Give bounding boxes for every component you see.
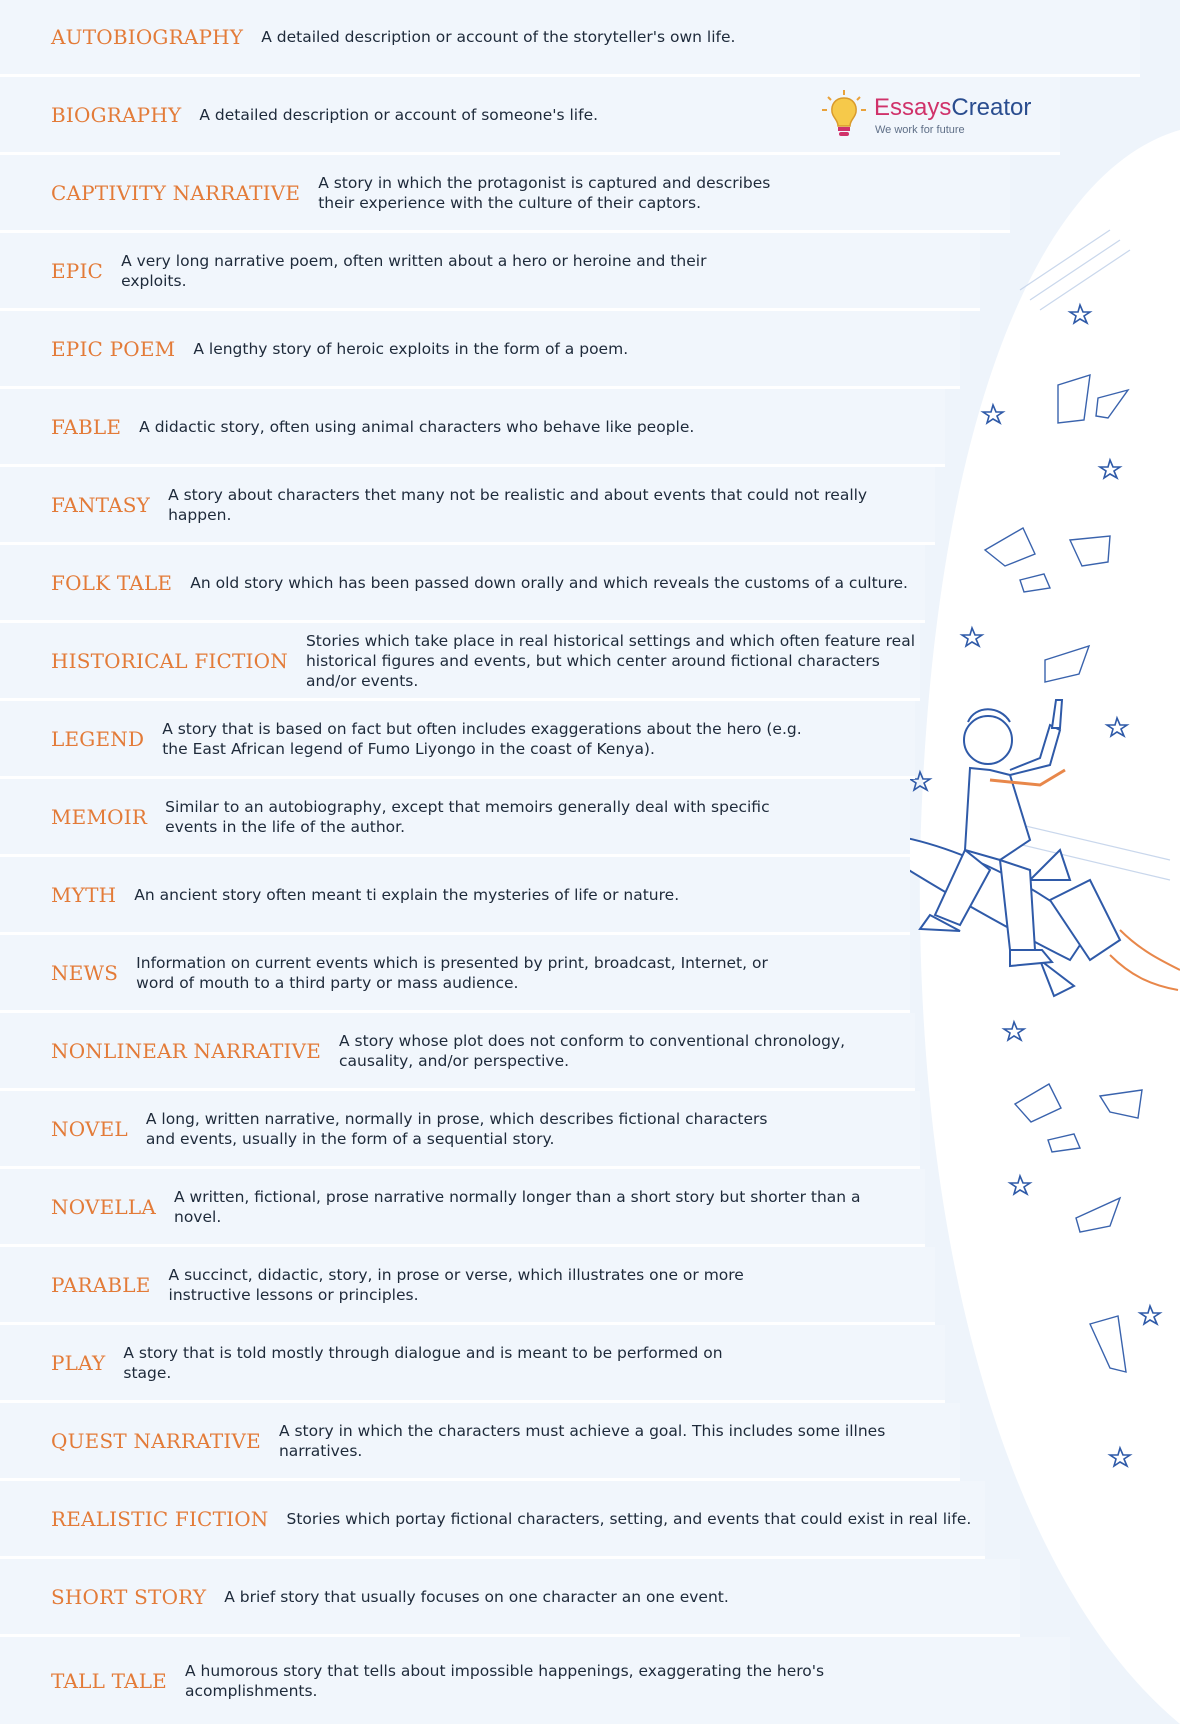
genre-term: NONLINEAR NARRATIVE (51, 1038, 322, 1063)
list-item (0, 1091, 920, 1169)
genre-definition: A didactic story, often using animal characters who behave like people. (139, 417, 695, 436)
list-item (0, 1247, 935, 1325)
genre-definition: Similar to an autobiography, except that memoirs generally deal with specific events in the life of the author. (165, 797, 770, 836)
list-item (0, 1481, 985, 1559)
brand-tagline: We work for future (875, 124, 965, 136)
genre-term: BIOGRAPHY (51, 102, 182, 127)
genre-term: LEGEND (51, 726, 145, 751)
genre-term: PARABLE (51, 1272, 151, 1297)
list-item (0, 0, 1140, 77)
genre-definition: A story in which the protagonist is captured and describes their experience with the culture of their captors. (318, 173, 771, 212)
list-item (0, 1169, 925, 1247)
genre-definition: A very long narrative poem, often written about a hero or heroine and their exploits. (121, 251, 707, 290)
genre-term: NOVELLA (51, 1194, 156, 1219)
brand-name: EssaysCreator (874, 94, 1032, 121)
list-item (0, 779, 910, 857)
list-item (0, 1325, 945, 1403)
genre-definition: A story in which the characters must achieve a goal. This includes some illnes narratives. (278, 1421, 886, 1460)
genre-term: FABLE (51, 414, 122, 439)
list-item (0, 935, 910, 1013)
genre-term: REALISTIC FICTION (51, 1506, 269, 1531)
genre-definition: An ancient story often meant ti explain the mysteries of life or nature. (134, 885, 680, 904)
genre-definition: A story about characters thet many not be realistic and about events that could not really happen. (168, 485, 868, 524)
genre-definition: A story whose plot does not conform to conventional chronology, causality, and/or perspective. (339, 1031, 846, 1070)
list-item (0, 623, 920, 701)
genre-term: CAPTIVITY NARRATIVE (51, 180, 301, 205)
list-item (0, 155, 1010, 233)
genre-definition: A written, fictional, prose narrative normally longer than a short story but shorter than a novel. (174, 1187, 861, 1226)
brand-logo (820, 88, 1032, 144)
genre-term: EPIC POEM (51, 336, 176, 361)
genre-definition: A story that is told mostly through dialogue and is meant to be performed on stage. (123, 1343, 723, 1382)
lightbulb-icon (820, 88, 868, 140)
genre-term: NOVEL (51, 1116, 128, 1141)
genre-term: AUTOBIOGRAPHY (51, 25, 244, 49)
list-item (0, 1559, 1020, 1637)
list-item (0, 233, 980, 311)
genre-definition: A detailed description or account of the storyteller's own life. (261, 28, 736, 46)
genre-term: PLAY (51, 1350, 106, 1375)
list-item (0, 467, 935, 545)
list-item (0, 389, 945, 467)
genre-term: QUEST NARRATIVE (51, 1428, 261, 1453)
list-item (0, 701, 915, 779)
list-item (0, 545, 925, 623)
genre-definition: Stories which take place in real historical settings and which often feature real historical figures and events, but which center around fictional characters and/or events. (305, 631, 915, 690)
genre-term: MEMOIR (51, 804, 148, 829)
genre-term: EPIC (51, 258, 104, 283)
genre-term: MYTH (51, 882, 117, 907)
genre-definition: Information on current events which is presented by print, broadcast, Internet, or word of mouth to a third party or mass audience. (136, 953, 768, 992)
genre-term: SHORT STORY (51, 1584, 207, 1609)
genre-term: FANTASY (51, 492, 151, 517)
genre-definition: A long, written narrative, normally in prose, which describes fictional characters and events, usually in the form of a sequential story. (145, 1109, 768, 1148)
list-item (0, 1637, 1070, 1724)
genre-definition: A detailed description or account of someone's life. (199, 105, 599, 124)
genre-definition: A humorous story that tells about impossible happenings, exaggerating the hero's acomplishments. (184, 1661, 825, 1700)
list-item (0, 311, 960, 389)
genre-definition: A story that is based on fact but often includes exaggerations about the hero (e.g. the East African legend of Fumo Liyongo in the coast of Kenya). (162, 719, 802, 758)
genre-term: FOLK TALE (51, 570, 173, 595)
genre-term: TALL TALE (51, 1668, 167, 1693)
genre-definition: An old story which has been passed down orally and which reveals the customs of a culture. (190, 573, 908, 592)
genre-definition: A succinct, didactic, story, in prose or verse, which illustrates one or more instructive lessons or principles. (168, 1265, 744, 1304)
genre-definition: A brief story that usually focuses on one character an one event. (224, 1587, 729, 1606)
genre-term: HISTORICAL FICTION (51, 648, 288, 673)
list-item (0, 857, 910, 935)
list-item (0, 1403, 960, 1481)
genre-definition: A lengthy story of heroic exploits in the form of a poem. (193, 339, 629, 358)
genre-term: NEWS (51, 960, 119, 985)
genre-definition: Stories which portay fictional characters, setting, and events that could exist in real life. (286, 1509, 972, 1528)
list-item (0, 1013, 915, 1091)
